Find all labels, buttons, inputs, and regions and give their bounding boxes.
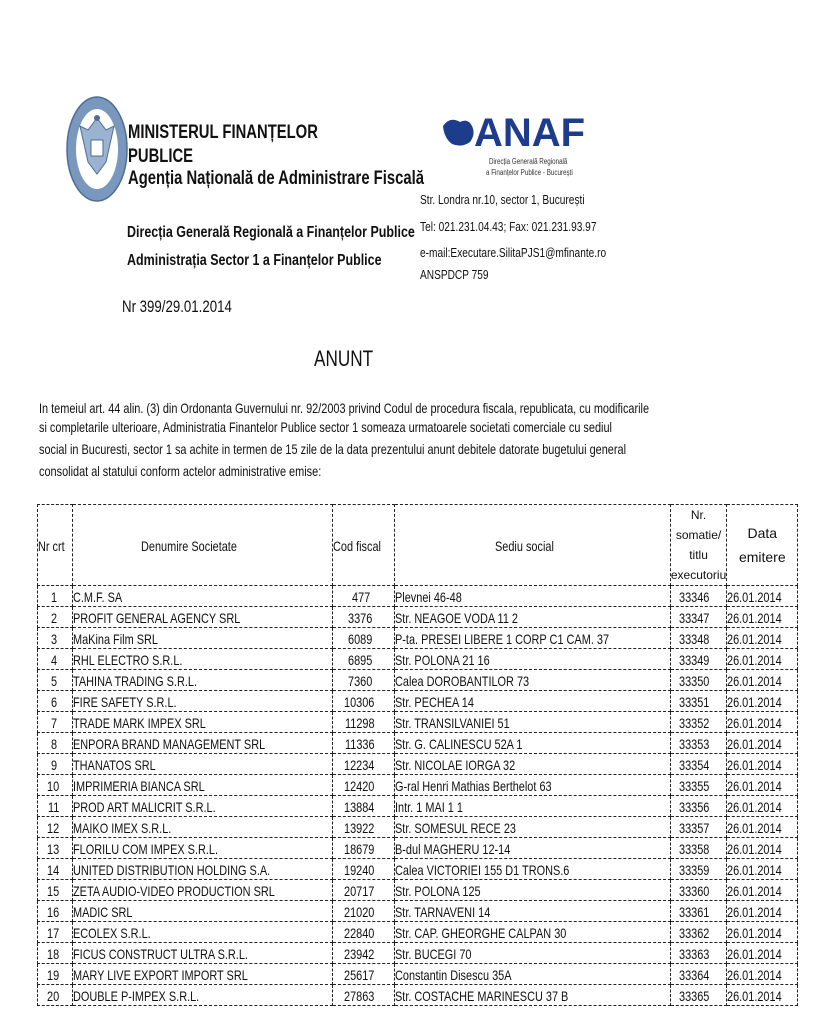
administration-name: Administrația Sector 1 a Finanțelor Publice <box>127 252 382 269</box>
cell-cod-fiscal: 11298 <box>333 712 395 733</box>
paragraph-line: si completarile ulterioare, Administratia Finantelor Publice sector 1 someaza urmatoarele societati comerciale cu sediul <box>39 419 612 435</box>
cell-sediu: Str. CAP. GHEORGHE CALPAN 30 <box>395 922 670 943</box>
cell-sediu: Str. TRANSILVANIEI 51 <box>395 712 670 733</box>
cell-somatie: 33362 <box>670 922 726 943</box>
cell-nr: 2 <box>38 607 73 628</box>
header-nr: Nr crt <box>38 505 73 586</box>
cell-cod-fiscal: 13884 <box>333 796 395 817</box>
cell-date: 26.01.2014 <box>727 712 798 733</box>
cell-company: TRADE MARK IMPEX SRL <box>73 712 333 733</box>
cell-date: 26.01.2014 <box>727 754 798 775</box>
table-row <box>38 943 798 964</box>
agency-name: Agenția Națională de Administrare Fiscală <box>128 168 424 189</box>
cell-nr: 20 <box>38 985 73 1006</box>
page-title: ANUNT <box>314 346 374 371</box>
cell-company: IMPRIMERIA BIANCA SRL <box>73 775 333 796</box>
header-somatie-1: Nr. <box>690 508 707 522</box>
table-row <box>38 859 798 880</box>
table-row <box>38 586 798 607</box>
cell-sediu: B-dul MAGHERU 12-14 <box>395 838 670 859</box>
cell-nr: 3 <box>38 628 73 649</box>
cell-nr: 14 <box>38 859 73 880</box>
cell-nr: 9 <box>38 754 73 775</box>
cell-company: PROD ART MALICRIT S.R.L. <box>73 796 333 817</box>
cell-somatie: 33349 <box>670 649 726 670</box>
header-cod-fiscal: Cod fiscal <box>333 505 395 586</box>
cell-date: 26.01.2014 <box>727 880 798 901</box>
anaf-logo-text: ANAF <box>474 111 586 155</box>
cell-date: 26.01.2014 <box>727 628 798 649</box>
table-row <box>38 817 798 838</box>
cell-nr: 8 <box>38 733 73 754</box>
cell-cod-fiscal: 20717 <box>333 880 395 901</box>
cell-company: THANATOS SRL <box>73 754 333 775</box>
anaf-subtitle-1: Direcția Generală Regională <box>489 157 568 166</box>
cell-company: FICUS CONSTRUCT ULTRA S.R.L. <box>73 943 333 964</box>
cell-somatie: 33347 <box>670 607 726 628</box>
cell-sediu: Calea DOROBANTILOR 73 <box>395 670 670 691</box>
cell-nr: 17 <box>38 922 73 943</box>
cell-somatie: 33353 <box>670 733 726 754</box>
cell-sediu: Str. TARNAVENI 14 <box>395 901 670 922</box>
cell-cod-fiscal: 23942 <box>333 943 395 964</box>
directorate-name: Direcția Generală Regională a Finanțelor Publice <box>127 224 415 241</box>
cell-date: 26.01.2014 <box>727 607 798 628</box>
table-row <box>38 649 798 670</box>
cell-somatie: 33357 <box>670 817 726 838</box>
cell-company: ZETA AUDIO-VIDEO PRODUCTION SRL <box>73 880 333 901</box>
cell-date: 26.01.2014 <box>727 586 798 607</box>
cell-somatie: 33352 <box>670 712 726 733</box>
table-row <box>38 691 798 712</box>
cell-cod-fiscal: 22840 <box>333 922 395 943</box>
table-row <box>38 922 798 943</box>
cell-nr: 10 <box>38 775 73 796</box>
cell-company: MaKina Film SRL <box>73 628 333 649</box>
cell-date: 26.01.2014 <box>727 796 798 817</box>
cell-sediu: Str. SOMESUL RECE 23 <box>395 817 670 838</box>
cell-nr: 5 <box>38 670 73 691</box>
cell-somatie: 33348 <box>670 628 726 649</box>
cell-cod-fiscal: 21020 <box>333 901 395 922</box>
cell-company: ECOLEX S.R.L. <box>73 922 333 943</box>
table-row <box>38 985 798 1006</box>
cell-somatie: 33365 <box>670 985 726 1006</box>
cell-nr: 6 <box>38 691 73 712</box>
cell-date: 26.01.2014 <box>727 943 798 964</box>
email: e-mail:Executare.SilitaPJS1@mfinante.ro <box>420 245 607 260</box>
header-name: Denumire Societate <box>73 505 333 586</box>
cell-cod-fiscal: 10306 <box>333 691 395 712</box>
cell-date: 26.01.2014 <box>727 649 798 670</box>
header-date <box>727 505 798 586</box>
table-row <box>38 796 798 817</box>
cell-somatie: 33355 <box>670 775 726 796</box>
cell-sediu: G-ral Henri Mathias Berthelot 63 <box>395 775 670 796</box>
header-sediu: Sediu social <box>395 505 670 586</box>
companies-table <box>37 504 798 1006</box>
cell-nr: 12 <box>38 817 73 838</box>
cell-somatie: 33350 <box>670 670 726 691</box>
cell-nr: 11 <box>38 796 73 817</box>
cell-sediu: P-ta. PRESEI LIBERE 1 CORP C1 CAM. 37 <box>395 628 670 649</box>
contact-cut-line: ANSPDCP 759 <box>420 267 489 282</box>
cell-cod-fiscal: 6895 <box>333 649 395 670</box>
cell-sediu: Str. POLONA 21 16 <box>395 649 670 670</box>
paragraph-line: In temeiul art. 44 alin. (3) din Ordonanta Guvernului nr. 92/2003 privind Codul de procedura fiscala, republicata, cu modificarile <box>39 400 650 416</box>
cell-nr: 13 <box>38 838 73 859</box>
cell-nr: 4 <box>38 649 73 670</box>
cell-somatie: 33351 <box>670 691 726 712</box>
cell-somatie: 33358 <box>670 838 726 859</box>
reference-number: Nr 399/29.01.2014 <box>122 297 232 316</box>
cell-cod-fiscal: 18679 <box>333 838 395 859</box>
cell-somatie: 33359 <box>670 859 726 880</box>
ministry-seal-icon <box>66 96 128 202</box>
paragraph-line: social in Bucuresti, sector 1 sa achite in termen de 15 zile de la data prezentului anunt debitele datorate bugetului general <box>39 441 627 457</box>
paragraph-line: consolidat al statului conform actelor administrative emise: <box>39 463 322 479</box>
cell-company: TAHINA TRADING S.R.L. <box>73 670 333 691</box>
cell-somatie: 33364 <box>670 964 726 985</box>
table-header-row <box>38 505 798 586</box>
cell-company: MARY LIVE EXPORT IMPORT SRL <box>73 964 333 985</box>
table-row <box>38 733 798 754</box>
cell-cod-fiscal: 13922 <box>333 817 395 838</box>
table-row <box>38 628 798 649</box>
cell-company: FIRE SAFETY S.R.L. <box>73 691 333 712</box>
cell-company: ENPORA BRAND MANAGEMENT SRL <box>73 733 333 754</box>
cell-company: FLORILU COM IMPEX S.R.L. <box>73 838 333 859</box>
table-row <box>38 607 798 628</box>
cell-cod-fiscal: 6089 <box>333 628 395 649</box>
header-date-1: Data <box>747 525 778 541</box>
cell-company: C.M.F. SA <box>73 586 333 607</box>
table-row <box>38 964 798 985</box>
cell-date: 26.01.2014 <box>727 670 798 691</box>
table-row <box>38 901 798 922</box>
cell-cod-fiscal: 27863 <box>333 985 395 1006</box>
cell-company: RHL ELECTRO S.R.L. <box>73 649 333 670</box>
cell-cod-fiscal: 25617 <box>333 964 395 985</box>
cell-cod-fiscal: 11336 <box>333 733 395 754</box>
cell-somatie: 33356 <box>670 796 726 817</box>
cell-company: MADIC SRL <box>73 901 333 922</box>
cell-sediu: Intr. 1 MAI 1 1 <box>395 796 670 817</box>
cell-sediu: Calea VICTORIEI 155 D1 TRONS.6 <box>395 859 670 880</box>
cell-sediu: Constantin Disescu 35A <box>395 964 670 985</box>
cell-date: 26.01.2014 <box>727 775 798 796</box>
header-somatie <box>670 505 726 586</box>
address: Str. Londra nr.10, sector 1, București <box>420 192 585 207</box>
cell-nr: 19 <box>38 964 73 985</box>
table-row <box>38 754 798 775</box>
header-somatie-2: somatie/ titlu <box>675 528 722 562</box>
cell-date: 26.01.2014 <box>727 691 798 712</box>
cell-sediu: Str. POLONA 125 <box>395 880 670 901</box>
table-row <box>38 775 798 796</box>
cell-sediu: Plevnei 46-48 <box>395 586 670 607</box>
table-row <box>38 880 798 901</box>
cell-date: 26.01.2014 <box>727 964 798 985</box>
cell-sediu: Str. NICOLAE IORGA 32 <box>395 754 670 775</box>
header-somatie-3: executoriu <box>670 568 727 582</box>
cell-date: 26.01.2014 <box>727 733 798 754</box>
cell-nr: 7 <box>38 712 73 733</box>
cell-somatie: 33346 <box>670 586 726 607</box>
table-row <box>38 712 798 733</box>
cell-nr: 18 <box>38 943 73 964</box>
cell-cod-fiscal: 12234 <box>333 754 395 775</box>
cell-sediu: Str. G. CALINESCU 52A 1 <box>395 733 670 754</box>
cell-sediu: Str. BUCEGI 70 <box>395 943 670 964</box>
cell-somatie: 33361 <box>670 901 726 922</box>
cell-date: 26.01.2014 <box>727 838 798 859</box>
cell-cod-fiscal: 477 <box>333 586 395 607</box>
cell-sediu: Str. NEAGOE VODA 11 2 <box>395 607 670 628</box>
cell-company: PROFIT GENERAL AGENCY SRL <box>73 607 333 628</box>
table-row <box>38 670 798 691</box>
cell-cod-fiscal: 19240 <box>333 859 395 880</box>
cell-company: DOUBLE P-IMPEX S.R.L. <box>73 985 333 1006</box>
cell-sediu: Str. PECHEA 14 <box>395 691 670 712</box>
cell-sediu: Str. COSTACHE MARINESCU 37 B <box>395 985 670 1006</box>
ministry-name: MINISTERUL FINANȚELOR <box>128 122 318 143</box>
cell-somatie: 33363 <box>670 943 726 964</box>
anaf-subtitle-2: a Finanțelor Publice - București <box>486 168 573 177</box>
cell-date: 26.01.2014 <box>727 922 798 943</box>
cell-date: 26.01.2014 <box>727 817 798 838</box>
cell-company: MAIKO IMEX S.R.L. <box>73 817 333 838</box>
cell-date: 26.01.2014 <box>727 859 798 880</box>
cell-date: 26.01.2014 <box>727 985 798 1006</box>
cell-cod-fiscal: 3376 <box>333 607 395 628</box>
cell-company: UNITED DISTRIBUTION HOLDING S.A. <box>73 859 333 880</box>
cell-somatie: 33354 <box>670 754 726 775</box>
cell-cod-fiscal: 7360 <box>333 670 395 691</box>
cell-somatie: 33360 <box>670 880 726 901</box>
cell-cod-fiscal: 12420 <box>333 775 395 796</box>
header-date-2: emitere <box>738 549 786 565</box>
cell-nr: 1 <box>38 586 73 607</box>
cell-nr: 16 <box>38 901 73 922</box>
cell-nr: 15 <box>38 880 73 901</box>
table-body <box>38 586 798 1006</box>
ministry-name-continuation: PUBLICE <box>128 146 194 167</box>
cell-date: 26.01.2014 <box>727 901 798 922</box>
table-row <box>38 838 798 859</box>
phone-fax: Tel: 021.231.04.43; Fax: 021.231.93.97 <box>420 219 597 234</box>
